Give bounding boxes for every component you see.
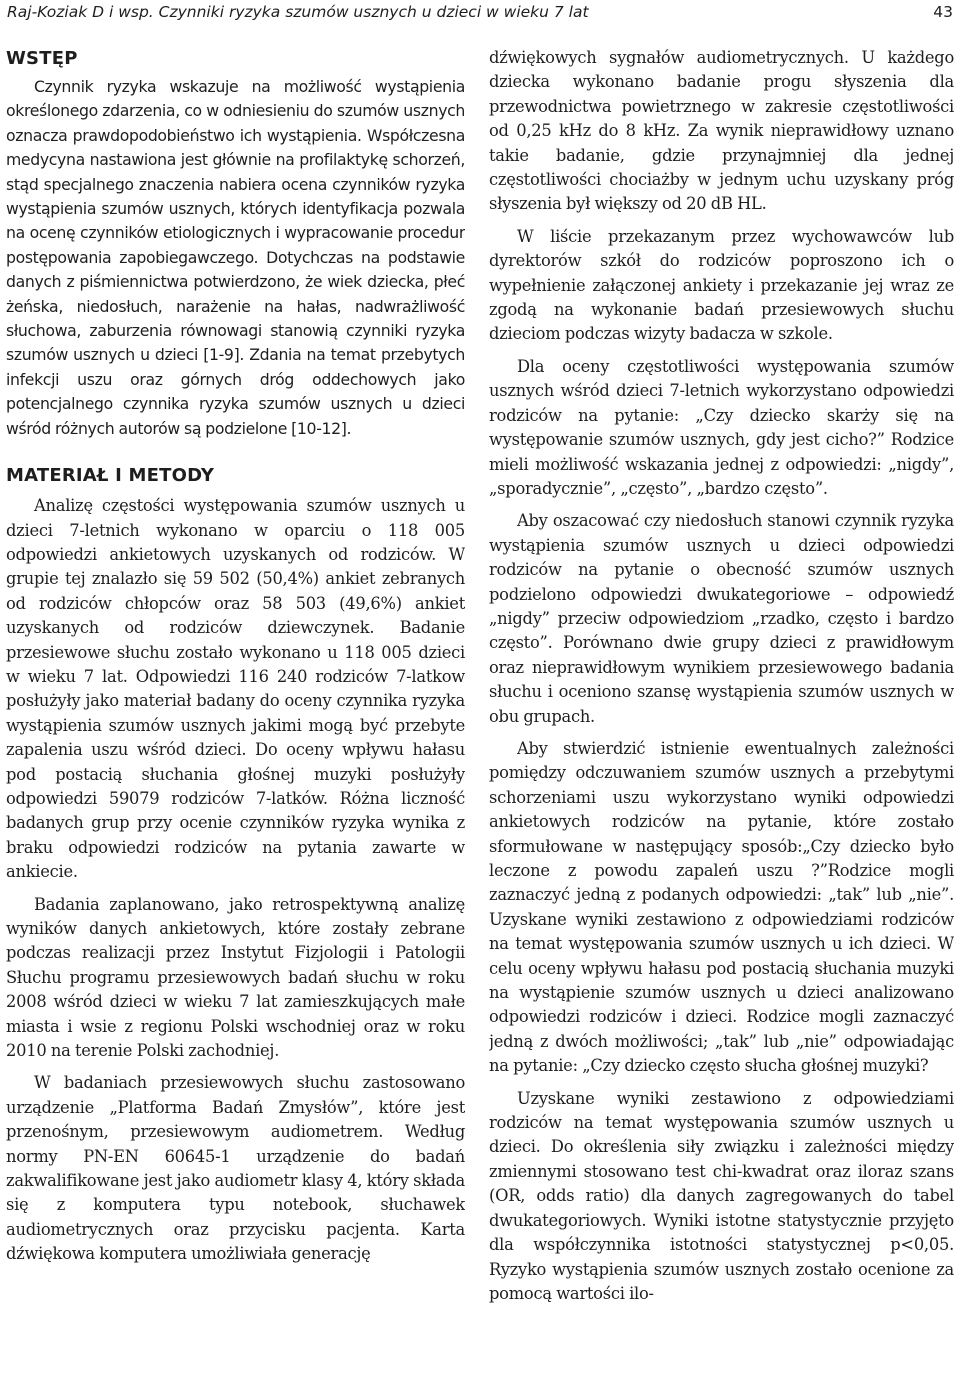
intro-paragraph: Czynnik ryzyka wskazuje na możliwość wystąpienia określonego zdarzenia, co w odniesieniu do szumów usznych oznacza prawdopodobieństwo ich wystąpienia. Współczesna medycyna nastawiona jest głównie na profilaktykę schorzeń, stąd specjalnego znaczenia nabiera ocena czynników ryzyka wystąpienia szumów usznych, których identyfikacja pozwala na ocenę czynników etiologicznych i wypracowanie procedur postępowania zapobiegawczego. Dotychczas na podstawie danych z piśmiennictwa potwierdzono, że wiek dziecka, płeć żeńska, niedosłuch, narażenie na hałas, nadwrażliwość słuchowa, zaburzenia równowagi stanowią czynniki ryzyka szumów usznych u dzieci [1-9]. Zdania na temat przebytych infekcji uszu oraz górnych dróg oddechowych jako potencjalnego czynnika ryzyka szumów usznych u dzieci wśród różnych autorów są podzielone [10-12]. bbox=[6, 77, 465, 438]
methods-paragraph-3: W badaniach przesiewowych słuchu zastosowano urządzenie „Platforma Badań Zmysłów”, które jest przenośnym, przesiewowym audiometrem. Według normy PN-EN 60645-1 urządzenie do badań zakwalifikowane jest jako audiometr klasy 4, który składa się z komputera typu notebook, słuchawek audiometrycznych oraz przycisku pacjenta. Karta dźwiękowa komputera umożliwiała generację bbox=[6, 1073, 465, 1264]
right-column bbox=[489, 46, 954, 1388]
methods-paragraph-1: Analizę częstości występowania szumów usznych u dzieci 7-letnich wykonano w oparciu o 118 005 odpowiedzi ankietowych uzyskanych od rodziców. W grupie tej znalazło się 59 502 (50,4%) ankiet zebranych od rodziców chłopców oraz 58 503 (49,6%) ankiet uzyskanych od rodziców dziewczynek. Badanie przesiewowe słuchu zostało wykonano u 118 005 dzieci w wieku 7 lat. Odpowiedzi 116 240 rodziców 7-latkow posłużyły jako materiał badany do oceny czynnika ryzyka wystąpienia szumów usznych jakimi mogą być przebyte zapalenia uszu wśród dzieci. Do oceny wpływu hałasu pod postacią słuchania głośnej muzyki posłużyły odpowiedzi 59079 rodziców 7-latków. Różna liczność badanych grup przy ocenie czynników ryzyka wynika z braku odpowiedzi rodziców na pytania zawarte w ankiecie. bbox=[6, 496, 465, 882]
running-header bbox=[7, 0, 953, 24]
page-number: 43 bbox=[933, 3, 953, 21]
section-heading-methods: MATERIAŁ I METODY bbox=[6, 465, 215, 487]
right-paragraph-3: Dla oceny częstotliwości występowania szumów usznych wśród dzieci 7-letnich wykorzystano odpowiedzi rodziców na pytanie: „Czy dziecko skarży się na występowanie szumów usznych, gdy jest cicho?” Rodzice mieli możliwość wskazania jednej z odpowiedzi: „nigdy”, „sporadycznie”, „często”, „bardzo często”. bbox=[489, 356, 954, 498]
right-paragraph-6: Uzyskane wyniki zestawiono z odpowiedziami rodziców na temat występowania szumów usznych u dzieci. Do określenia siły związku i zależności między zmiennymi stosowano test chi-kwadrat oraz iloraz szans (OR, odds ratio) dla danych zagregowanych do tabel dwukategoriowych. Wyniki istotne statystycznie przyjęto dla współczynnika istotności statystycznej p<0,05. Ryzyko wystąpienia szumów usznych zostało ocenione za pomocą wartości ilo- bbox=[489, 1088, 954, 1303]
left-column bbox=[6, 42, 465, 1388]
right-paragraph-2: W liście przekazanym przez wychowawców lub dyrektorów szkół do rodziców poproszono ich o wypełnienie załączonej ankiety i przekazanie jej wraz ze zgodą na wykonanie badań przesiewowych słuchu dzieciom podczas wizyty badacza w szkole. bbox=[489, 226, 954, 344]
right-paragraph-1: dźwiękowych sygnałów audiometrycznych. U każdego dziecka wykonano badanie progu słyszenia dla przewodnictwa powietrznego w zakresie częstotliwości od 0,25 kHz do 8 kHz. Za wynik nieprawidłowy uznano takie badanie, gdzie przynajmniej dla jednej częstotliwości chociażby w jednym uchu uzyskany próg słyszenia był większy od 20 dB HL. bbox=[489, 48, 954, 214]
running-title: Raj-Koziak D i wsp. Czynniki ryzyka szumów usznych u dzieci w wieku 7 lat bbox=[7, 3, 589, 21]
right-paragraph-4: Aby oszacować czy niedosłuch stanowi czynnik ryzyka wystąpienia szumów usznych u dzieci odpowiedzi rodziców na pytanie o obecność szumów usznych podzielono odpowiedzi dwukategoriowe – odpowiedź „nigdy” przeciw odpowiedziom „rzadko, często i bardzo często”. Porównano dwie grupy dzieci z prawidłowym oraz nieprawidłowym wynikiem przesiewowego badania słuchu i oceniono szansę wystąpienia szumów usznych w obu grupach. bbox=[489, 511, 954, 726]
section-heading-intro: WSTĘP bbox=[6, 48, 78, 69]
right-paragraph-5: Aby stwierdzić istnienie ewentualnych zależności pomiędzy odczuwaniem szumów usznych a przebytymi schorzeniami uszu wykorzystano wyniki odpowiedzi ankietowych rodziców na pytanie, które zostało sformułowane w następujący sposób:„Czy dziecko było leczone z powodu zapaleń uszu ?”Rodzice mogli zaznaczyć jedną z podanych odpowiedzi: „tak” lub „nie”. Uzyskane wyniki zestawiono z odpowiedziami rodziców na temat występowania szumów usznych u ich dzieci. W celu oceny wpływu hałasu pod postacią słuchania muzyki na wystąpienie szumów usznych u dzieci analizowano odpowiedzi rodziców i dzieci. Rodzice mogli zaznaczyć jedną z dwóch możliwości; „tak” lub „nie” odpowiadając na pytanie: „Czy dziecko często słucha głośnej muzyki? bbox=[489, 738, 954, 1076]
methods-paragraph-2: Badania zaplanowano, jako retrospektywną analizę wyników danych ankietowych, które zostały zebrane podczas realizacji przez Instytut Fizjologii i Patologii Słuchu programu przesiewowych badań słuchu w roku 2008 wśród dzieci w wieku 7 lat zamieszkujących małe miasta i wsie z regionu Polski wschodniej oraz w roku 2010 na terenie Polski zachodniej. bbox=[6, 894, 465, 1061]
